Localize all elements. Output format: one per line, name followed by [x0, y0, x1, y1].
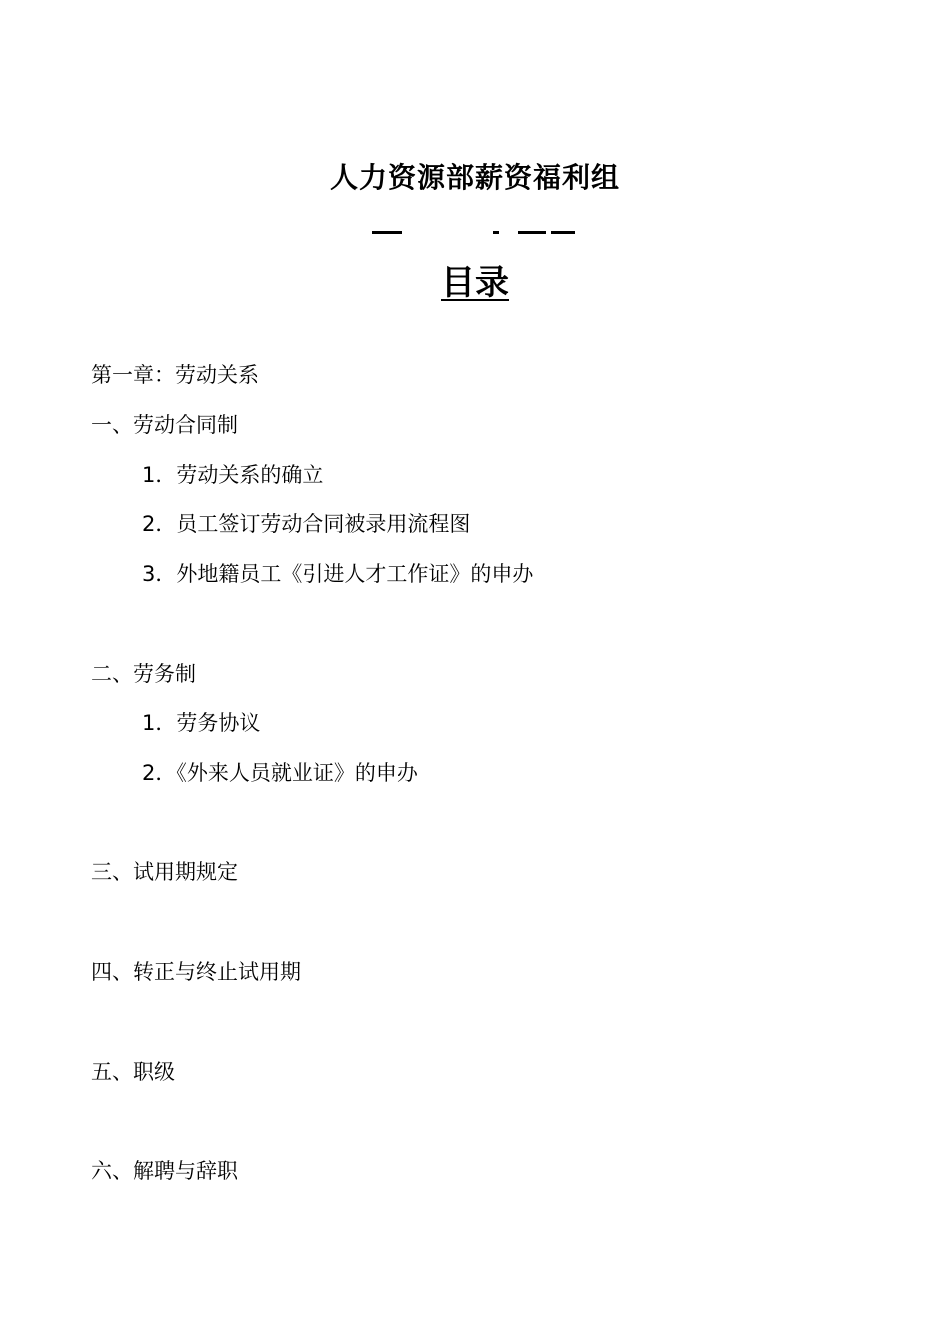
toc-item: 3．外地籍员工《引进人才工作证》的申办: [142, 562, 534, 586]
toc-item: 2．《外来人员就业证》的申办: [142, 761, 418, 785]
clipped-text-line: [551, 231, 575, 237]
toc-heading: [0, 255, 950, 304]
toc-item: 1．劳动关系的确立: [142, 463, 324, 487]
clipped-text-line: [518, 231, 546, 237]
toc-item: 2．员工签订劳动合同被录用流程图: [142, 512, 471, 536]
toc-section-3: 三、试用期规定: [91, 860, 238, 884]
toc-heading-text: 目录: [441, 263, 509, 303]
toc-item: 1．劳务协议: [142, 711, 261, 735]
toc-section-5: 五、职级: [91, 1060, 175, 1084]
toc-section-6: 六、解聘与辞职: [91, 1159, 238, 1183]
document-title: 人力资源部薪资福利组: [329, 161, 620, 194]
toc-chapter: 第一章：劳动关系: [91, 363, 259, 387]
toc-section-2: 二、劳务制: [91, 662, 196, 686]
toc-section-1: 一、劳动合同制: [91, 413, 238, 437]
clipped-text-line: [493, 231, 503, 237]
toc-section-4: 四、转正与终止试用期: [91, 960, 301, 984]
clipped-text-line: [372, 231, 402, 237]
